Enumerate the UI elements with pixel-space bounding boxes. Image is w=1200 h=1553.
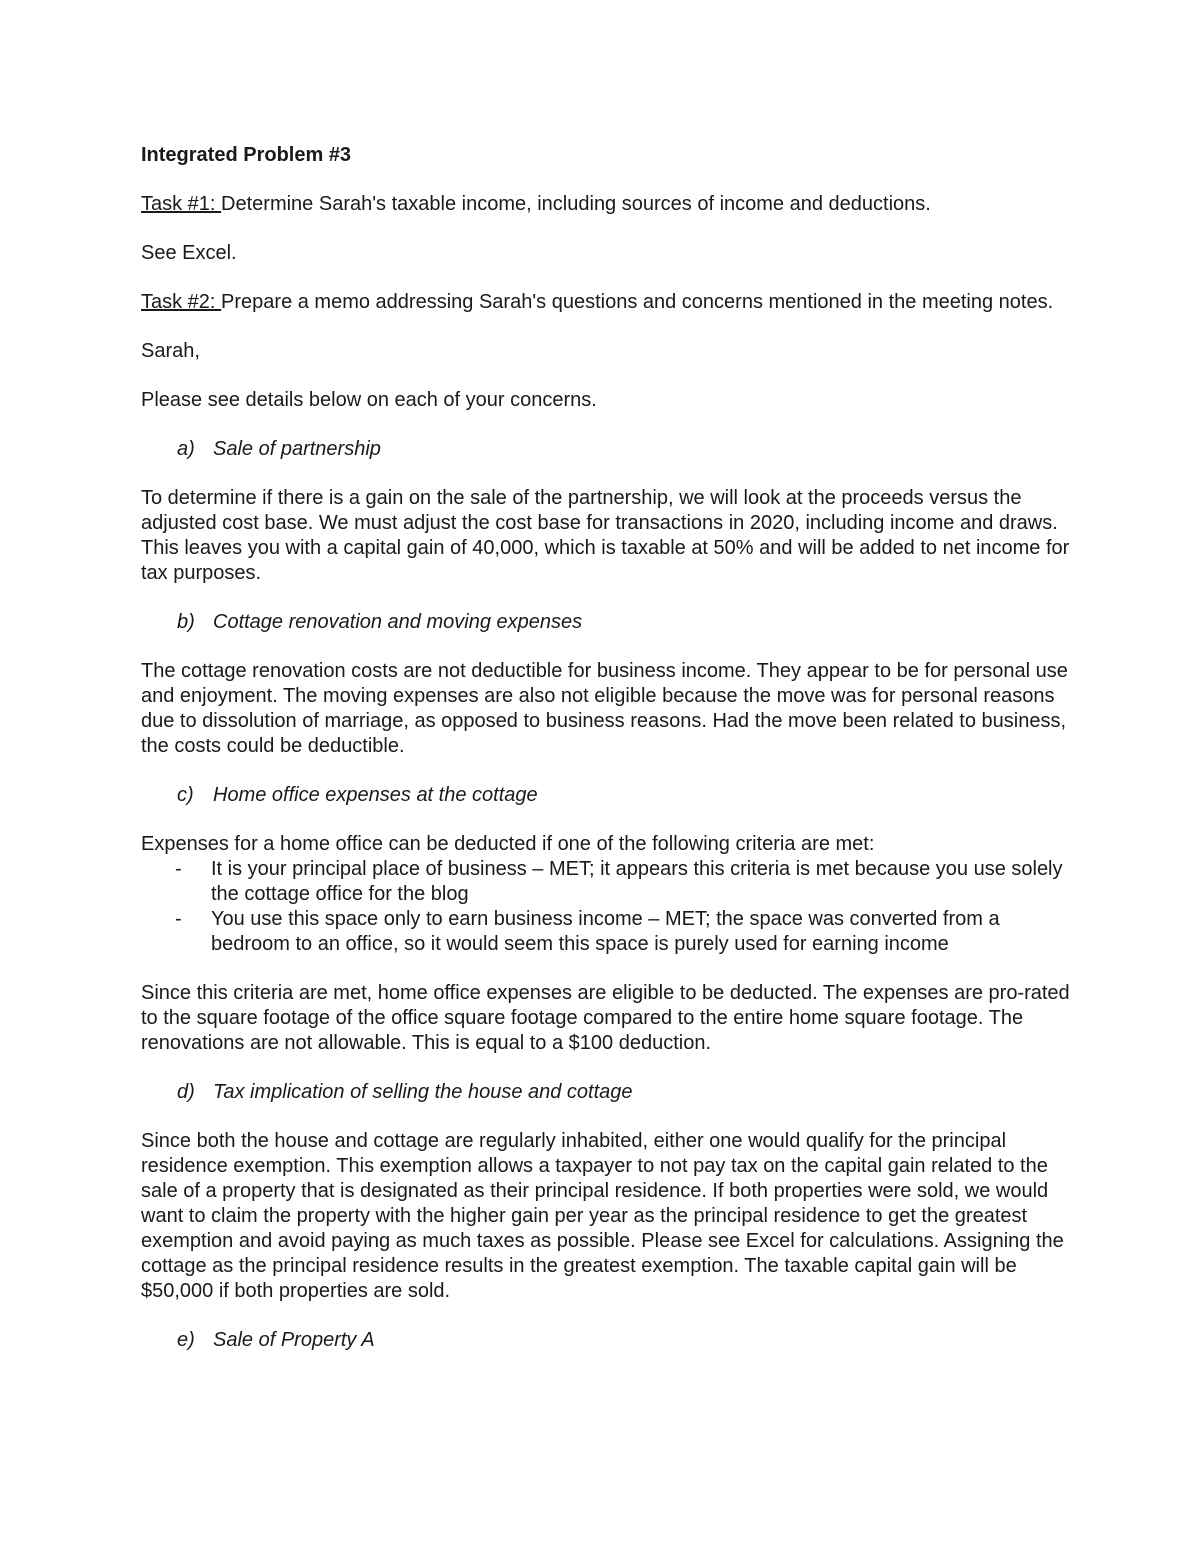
section-body-c: Since this criteria are met, home office expenses are eligible to be deducted. The expenses are pro-rated to the square footage of the office square footage compared to the entire home square footage. The renovations are not allowable. This is equal to a $100 deduction. [141, 982, 1070, 1054]
list-item [141, 907, 1071, 957]
task-2 [141, 290, 1071, 315]
task-1 [141, 192, 1071, 217]
dash-bullet-icon: - [175, 858, 182, 880]
section-title: Sale of partnership [213, 438, 381, 460]
section-body-d: Since both the house and cottage are regularly inhabited, either one would qualify for the principal residence exemption. This exemption allows a taxpayer to not pay tax on the capital gain related to the sale of a property that is designated as their principal residence. If both properties were sold, we would want to claim the property with the higher gain per year as the principal residence to get the greatest exemption and avoid paying as much taxes as possible. Please see Excel for calculations. Assigning the cottage as the principal residence results in the greatest exemption. The taxable capital gain will be $50,000 if both properties are sold. [141, 1130, 1064, 1302]
criteria-item-text: It is your principal place of business – MET; it appears this criteria is met because you use solely the cottage office for the blog [211, 858, 1063, 905]
criteria-list [141, 857, 1071, 957]
section-heading-a [177, 437, 1071, 462]
section-title: Sale of Property A [213, 1329, 375, 1351]
task-2-label: Task #2: [141, 291, 222, 313]
see-excel-note: See Excel. [141, 242, 237, 264]
section-letter: c) [177, 784, 194, 806]
task-2-text: Prepare a memo addressing Sarah's questions and concerns mentioned in the meeting notes. [221, 291, 1054, 313]
document-page [141, 143, 1071, 1377]
criteria-intro: Expenses for a home office can be deducted if one of the following criteria are met: [141, 833, 875, 855]
section-letter: d) [177, 1081, 195, 1103]
section-heading-d [177, 1080, 1071, 1105]
section-heading-c [177, 783, 1071, 808]
section-body-b: The cottage renovation costs are not deductible for business income. They appear to be for personal use and enjoyment. The moving expenses are also not eligible because the move was for personal reasons due to dissolution of marriage, as opposed to business reasons. Had the move been related to business, the costs could be deductible. [141, 660, 1068, 757]
criteria-item-text: You use this space only to earn business income – MET; the space was converted from a bedroom to an office, so it would seem this space is purely used for earning income [211, 908, 1000, 955]
list-item [141, 857, 1071, 907]
section-body-a: To determine if there is a gain on the sale of the partnership, we will look at the proceeds versus the adjusted cost base. We must adjust the cost base for transactions in 2020, including income and draws. This leaves you with a capital gain of 40,000, which is taxable at 50% and will be added to net income for tax purposes. [141, 487, 1070, 584]
section-title: Tax implication of selling the house and cottage [213, 1081, 633, 1103]
memo-salutation: Sarah, [141, 340, 200, 362]
task-1-label: Task #1: [141, 193, 222, 215]
section-heading-b [177, 610, 1071, 635]
section-letter: a) [177, 438, 195, 460]
document-title: Integrated Problem #3 [141, 144, 352, 166]
section-title: Cottage renovation and moving expenses [213, 611, 583, 633]
section-title: Home office expenses at the cottage [213, 784, 538, 806]
section-heading-e [177, 1328, 1071, 1353]
memo-intro: Please see details below on each of your concerns. [141, 389, 597, 411]
section-letter: e) [177, 1329, 195, 1351]
dash-bullet-icon: - [175, 908, 182, 930]
section-letter: b) [177, 611, 195, 633]
task-1-text: Determine Sarah's taxable income, including sources of income and deductions. [221, 193, 931, 215]
